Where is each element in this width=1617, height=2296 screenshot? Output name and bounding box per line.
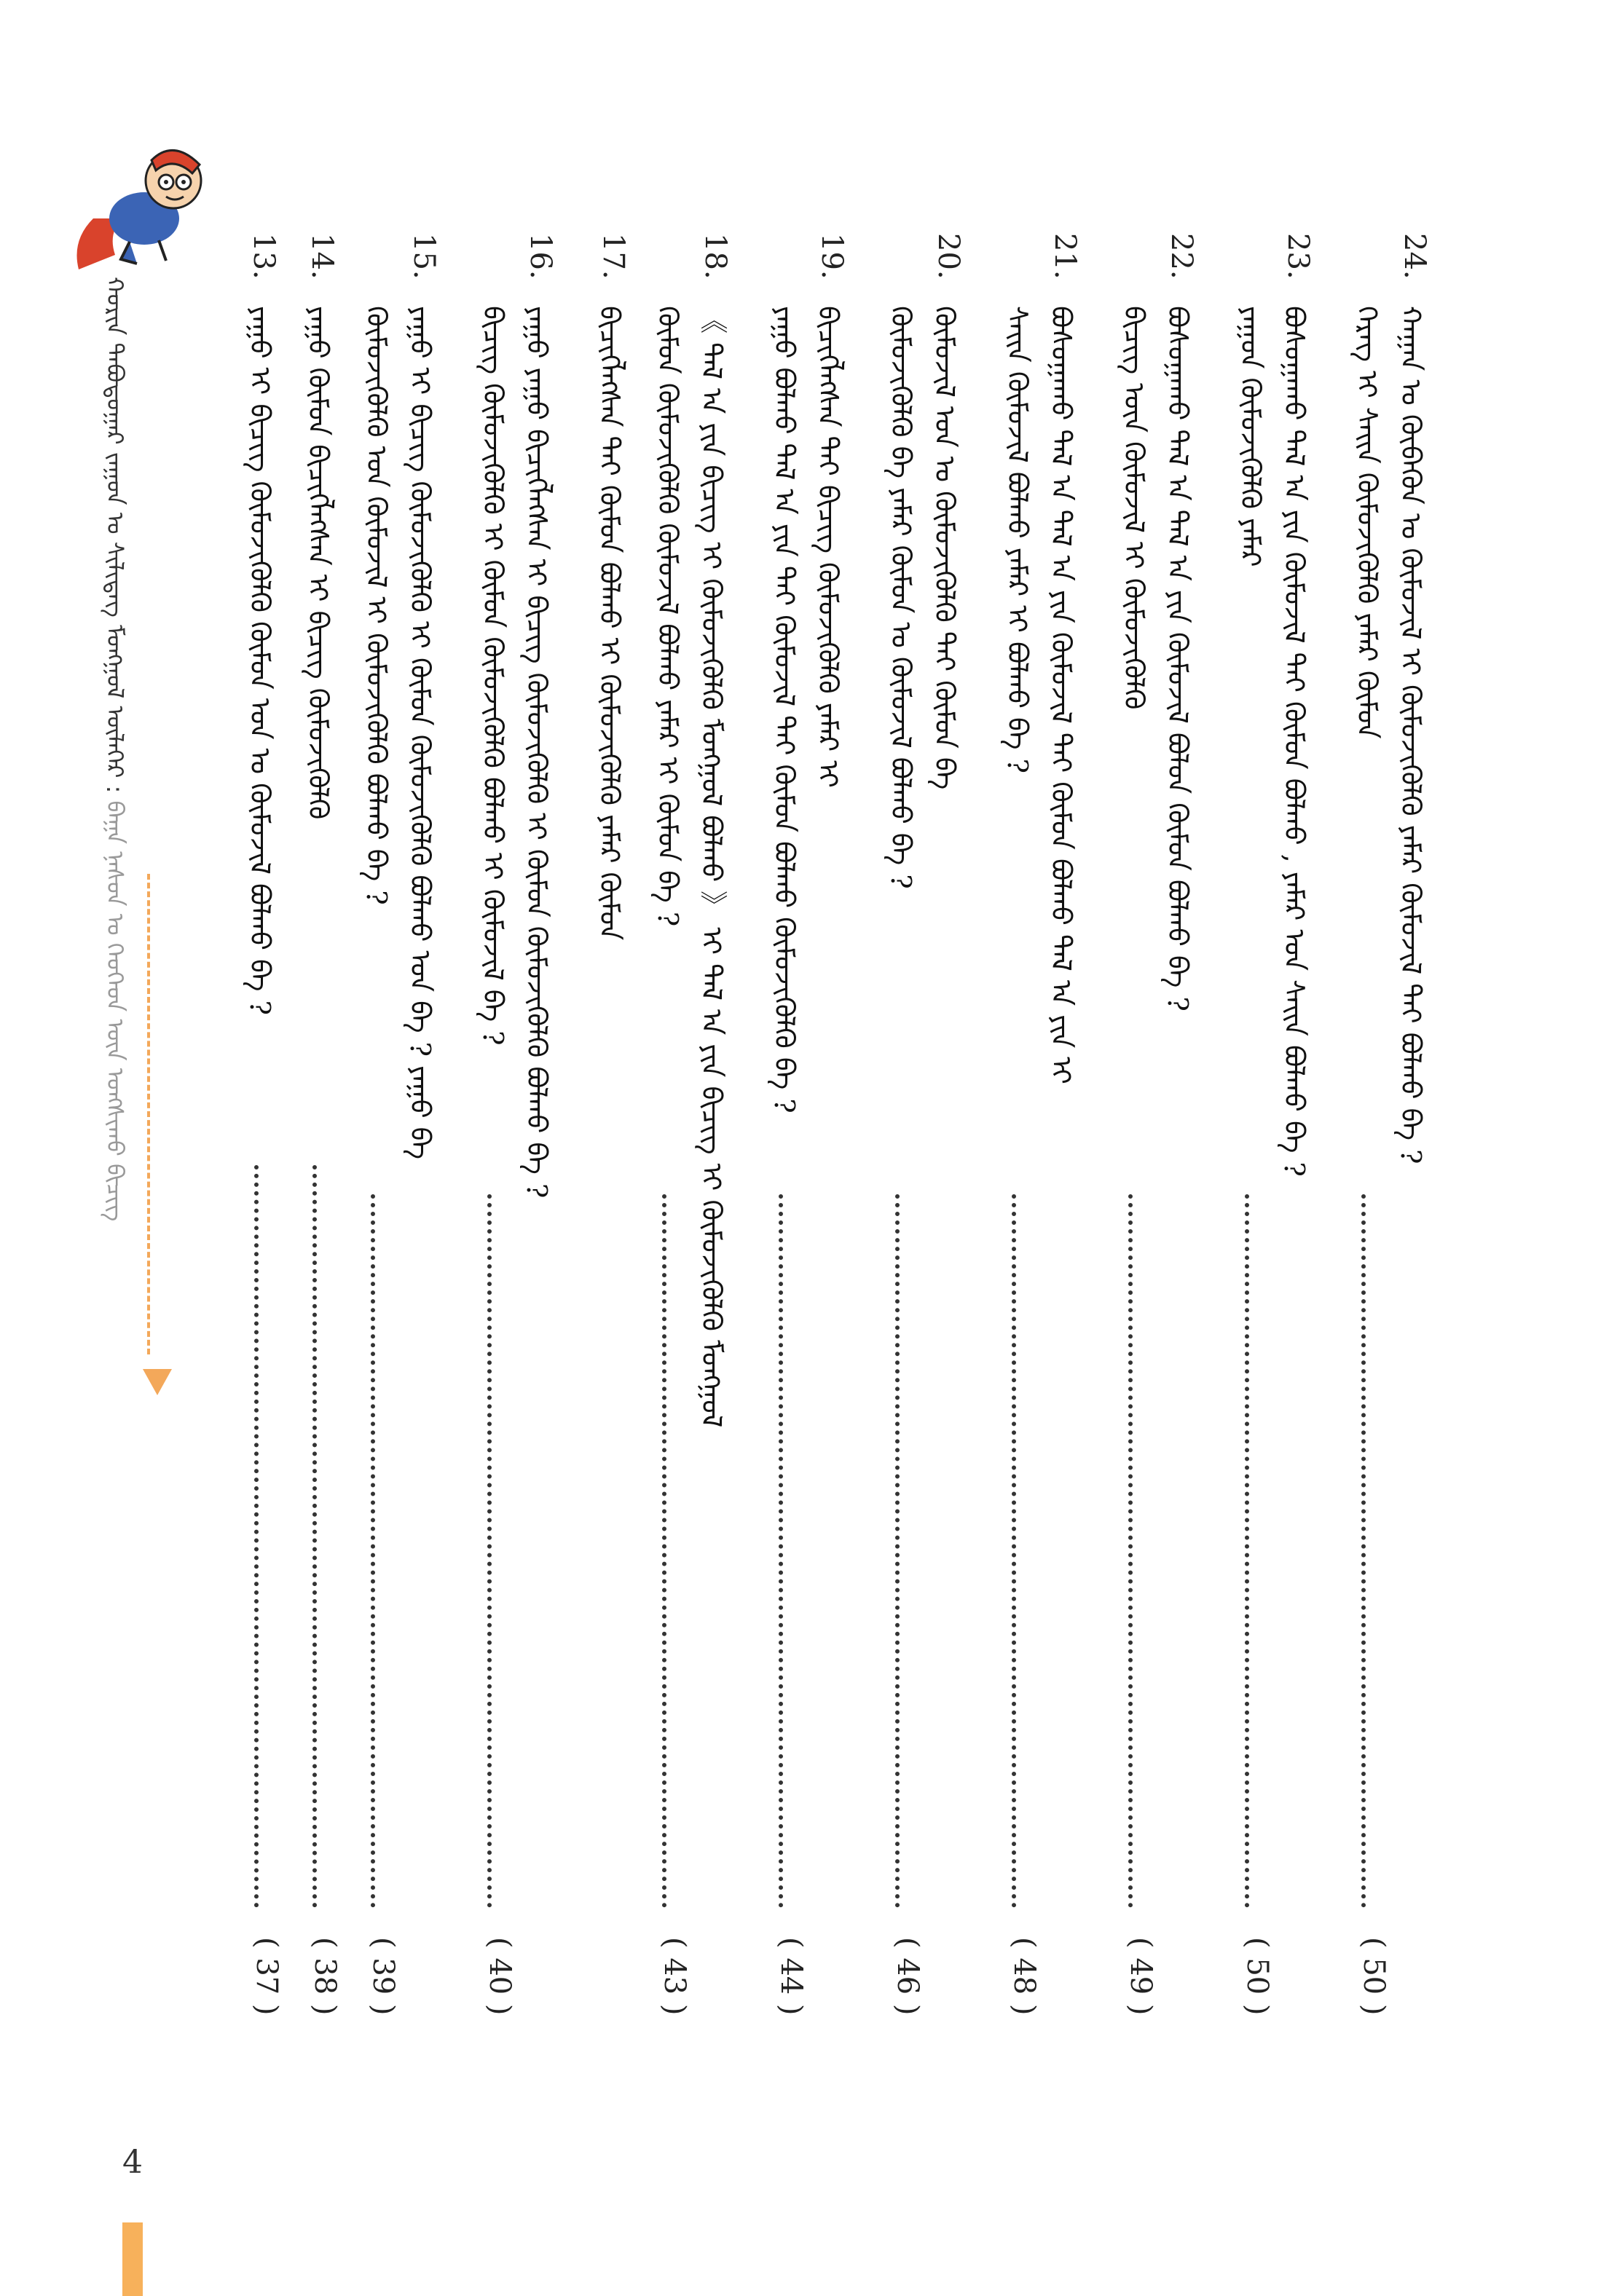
toc-page-reference: ( 44 ) bbox=[774, 1937, 808, 2016]
toc-entry-text: ᠶᠠᠭᠤ ᠶᠠᠭᠤ ᠪᠢᠴᠢᠭᠯᠡᠭᠰᠡᠨ ᠢ ᠪᠢᠴᠢᠭ ᠬᠦᠮᠦᠵᠢᠭᠦᠯᠬᠦ ᠢ ᠬᠦᠮᠦᠨ ᠬᠦᠮᠦᠵᠢᠭᠦᠯᠬᠦ ᠪᠣᠯᠬᠤ ᠪᠡ ? bbox=[521, 306, 553, 1199]
toc-leader-dots bbox=[371, 1194, 375, 1908]
toc-page-reference: ( 38 ) bbox=[308, 1937, 342, 2016]
toc-entry-text: ᠪᠣᠰᠤᠭᠠᠬᠤ ᠲᠠᠯ ᠠ ᠶᠢᠨ ᠬᠦᠮᠦᠵᠢᠯ ᠲᠠᠢ ᠬᠦᠮᠦᠨ ᠪᠣᠯᠬᠤ , ᠶᠠᠮᠠᠷ ᠤᠨ ᠰᠠᠢᠨ ᠪᠣᠯᠬᠤ ᠪᠡ ? bbox=[1278, 306, 1310, 1177]
toc-page-reference: ( 43 ) bbox=[658, 1937, 691, 2016]
toc-entry-text: ᠪᠢᠴᠢᠭᠯᠡᠭᠰᠡᠨ ᠲᠠᠢ ᠬᠦᠮᠦᠨ ᠪᠣᠯᠬᠤ ᠢ ᠬᠦᠮᠦᠵᠢᠭᠦᠯᠬᠦ ᠶᠠᠮᠠᠷ ᠬᠦᠮᠦᠨ bbox=[594, 306, 626, 941]
toc-entry-number: 15. bbox=[407, 233, 441, 280]
running-header-lead: ᠬᠣᠷᠢᠨ ᠲᠠᠪᠤᠳᠤᠭᠠᠷ ᠵᠠᠭᠤᠨ ᠤ ᠰᠢᠯᠢᠳᠡᠭ ᠮᠣᠩᠭᠣᠯ ᠦᠯᠡᠭᠡᠷ : bbox=[101, 277, 129, 794]
toc-entry-text: ᠬᠦᠮᠦᠨ ᠬᠦᠮᠦᠵᠢᠭᠦᠯᠬᠦ ᠬᠦᠮᠦᠵᠢᠯ ᠪᠣᠯᠬᠤ ᠶᠠᠮᠠᠷ ᠢ ᠬᠦᠮᠦᠨ ᠪᠡ ? bbox=[652, 306, 684, 927]
toc-entry-number: 18. bbox=[699, 233, 732, 280]
toc-leader-dots bbox=[895, 1194, 900, 1908]
page-tab-marker bbox=[122, 2222, 143, 2296]
toc-entry-text: ᠪᠢᠴᠢᠭᠯᠡᠭᠰᠡᠨ ᠲᠠᠢ ᠪᠢᠴᠢᠭ ᠬᠦᠮᠦᠵᠢᠭᠦᠯᠬᠦ ᠶᠠᠮᠠᠷ ᠢ bbox=[812, 306, 844, 788]
toc-leader-dots bbox=[1361, 1194, 1366, 1908]
toc-entry-text: ᠬᠦᠮᠦᠵᠢᠭᠦᠯᠬᠦ ᠪᠡ ᠶᠠᠮᠠᠷ ᠬᠦᠮᠦᠨ ᠤ ᠬᠦᠮᠦᠵᠢᠯ ᠪᠣᠯᠬᠤ ᠪᠡ ? bbox=[885, 306, 917, 889]
toc-page-reference: ( 46 ) bbox=[891, 1937, 924, 2016]
toc-entry-number: 17. bbox=[597, 233, 630, 280]
toc-leader-dots bbox=[1012, 1194, 1016, 1908]
toc-entry-number: 19. bbox=[815, 233, 849, 280]
toc-leader-dots bbox=[662, 1194, 666, 1908]
boy-mascot-illustration bbox=[64, 131, 217, 269]
toc-entry-text: ᠬᠦᠮᠦᠵᠢᠭᠦᠯᠬᠦ ᠤᠨ ᠬᠦᠮᠦᠵᠢᠯ ᠢ ᠬᠦᠮᠦᠵᠢᠭᠦᠯᠬᠦ ᠪᠣᠯᠬᠤ ᠪᠡ ? bbox=[361, 306, 393, 905]
toc-entry-number: 22. bbox=[1165, 233, 1198, 280]
running-header bbox=[93, 277, 137, 1223]
toc-entry-text: ᠪᠣᠰᠤᠭᠠᠬᠤ ᠲᠠᠯ ᠠ ᠲᠠᠯ ᠠ ᠶᠢᠨ ᠬᠦᠮᠦᠵᠢᠯ ᠪᠣᠯᠤᠨ ᠬᠦᠮᠦᠨ ᠪᠣᠯᠬᠤ ᠪᠡ ? bbox=[1162, 306, 1194, 1011]
toc-entry-text: ᠶᠠᠭᠤᠨ ᠬᠦᠮᠦᠵᠢᠭᠦᠯᠬᠦ ᠶᠠᠮᠠᠷ bbox=[1235, 306, 1267, 567]
toc-entry-text: ᠬᠡᠷᠡᠭ ᠢ ᠰᠠᠢᠨ ᠬᠦᠮᠦᠵᠢᠭᠦᠯᠬᠦ ᠶᠠᠮᠠᠷ ᠬᠦᠮᠦᠨ bbox=[1351, 306, 1383, 739]
toc-entry-text: ᠶᠠᠭᠤ ᠢ ᠪᠢᠴᠢᠭ ᠬᠦᠮᠦᠵᠢᠭᠦᠯᠬᠦ ᠬᠦᠮᠦᠨ ᠤᠨ ᠤ ᠬᠦᠮᠦᠵᠢᠯ ᠪᠣᠯᠬᠤ ᠪᠡ ? bbox=[244, 306, 276, 1015]
toc-page-reference: ( 50 ) bbox=[1357, 1937, 1390, 2016]
toc-entry-number: 16. bbox=[524, 233, 557, 280]
page-number: 4 bbox=[122, 2144, 143, 2181]
toc-leader-dots bbox=[254, 1165, 259, 1908]
toc-page-reference: ( 37 ) bbox=[250, 1937, 283, 2016]
toc-entry-text: ᠶᠠᠭᠤ ᠬᠦᠮᠦᠨ ᠪᠢᠴᠢᠭᠯᠡᠭᠰᠡᠨ ᠢ ᠪᠢᠴᠢᠭ ᠬᠦᠮᠦᠵᠢᠭᠦᠯᠬᠦ bbox=[302, 306, 334, 820]
running-header-trail: ᠪᠠᠭᠠ ᠨᠠᠰᠤᠨ ᠤ ᠬᠡᠦᠬᠡᠳ ᠦᠨ ᠤᠩᠰᠢᠬᠤ ᠪᠢᠴᠢᠭ bbox=[101, 800, 129, 1222]
toc-leader-dots bbox=[1128, 1194, 1133, 1908]
toc-entry-text: ᠪᠣᠰᠤᠭᠠᠬᠤ ᠲᠠᠯ ᠠ ᠲᠠᠯ ᠠ ᠶᠢᠨ ᠬᠦᠮᠦᠵᠢᠯ ᠲᠠᠢ ᠬᠦᠮᠦᠨ ᠪᠣᠯᠬᠤ ᠲᠠᠯ ᠠ ᠶᠢᠨ ᠢ bbox=[1045, 306, 1077, 1084]
toc-entry-number: 13. bbox=[247, 233, 280, 280]
toc-entry-number: 20. bbox=[932, 233, 965, 280]
toc-entry-text: ᠰᠠᠢᠨ ᠬᠦᠮᠦᠵᠢᠯ ᠪᠣᠯᠬᠤ ᠶᠠᠮᠠᠷ ᠢ ᠪᠣᠯᠬᠤ ᠪᠡ ? bbox=[1002, 306, 1034, 773]
toc-entry-text: ᠬᠦᠮᠦᠵᠢᠯ ᠤᠨ ᠤ ᠬᠦᠮᠦᠵᠢᠭᠦᠯᠬᠦ ᠲᠠᠢ ᠬᠦᠮᠦᠨ ᠪᠡ bbox=[929, 306, 961, 790]
toc-entry-text: ᠶᠠᠭᠤ ᠢ ᠪᠢᠴᠢᠭ ᠬᠦᠮᠦᠵᠢᠭᠦᠯᠬᠦ ᠢ ᠬᠦᠮᠦᠨ ᠬᠦᠮᠦᠵᠢᠭᠦᠯᠬᠦ ᠪᠣᠯᠬᠤ ᠤᠨ ᠪᠡ ? ᠶᠠᠭᠤ ᠪᠡ bbox=[404, 306, 436, 1160]
toc-leader-dots bbox=[487, 1194, 492, 1908]
toc-page-reference: ( 48 ) bbox=[1007, 1937, 1041, 2016]
toc-entry-text: ᠶᠠᠭᠤ ᠪᠣᠯᠬᠤ ᠲᠠᠯ ᠠ ᠶᠢᠨ ᠲᠠᠢ ᠬᠦᠮᠦᠵᠢᠯ ᠲᠠᠢ ᠬᠦᠮᠦᠨ ᠪᠣᠯᠬᠤ ᠬᠦᠮᠦᠵᠢᠭᠦᠯᠬᠦ ᠪᠡ ? bbox=[768, 306, 800, 1113]
toc-entry-text: ᠬᠠᠭᠠᠨ ᠤ ᠬᠦᠪᠡᠭᠦᠨ ᠤ ᠬᠦᠮᠦᠵᠢᠯ ᠢ ᠬᠦᠮᠦᠵᠢᠭᠦᠯᠬᠦ ᠶᠠᠮᠠᠷ ᠬᠦᠮᠦᠵᠢᠯ ᠲᠠᠢ ᠪᠣᠯᠬᠤ ᠪᠡ ? bbox=[1395, 306, 1427, 1164]
toc-page-reference: ( 50 ) bbox=[1240, 1937, 1274, 2016]
dashed-guide-line bbox=[147, 874, 150, 1354]
toc-entry-number: 14. bbox=[305, 233, 339, 280]
toc-entry-text: ᠪᠢᠴᠢᠭ ᠦᠨ ᠬᠦᠮᠦᠵᠢᠯ ᠢ ᠬᠦᠮᠦᠵᠢᠭᠦᠯᠬᠦ bbox=[1118, 306, 1150, 710]
toc-leader-dots bbox=[1245, 1194, 1249, 1908]
toc-entry-text: ᠪᠢᠴᠢᠭ ᠬᠦᠮᠦᠵᠢᠭᠦᠯᠬᠦ ᠢ ᠬᠦᠮᠦᠨ ᠬᠦᠮᠦᠵᠢᠭᠦᠯᠬᠦ ᠪᠣᠯᠬᠤ ᠢ ᠬᠦᠮᠦᠵᠢᠯ ᠪᠡ ? bbox=[477, 306, 509, 1046]
toc-page-reference: ( 49 ) bbox=[1124, 1937, 1157, 2016]
toc-leader-dots bbox=[779, 1194, 783, 1908]
toc-entry-number: 23. bbox=[1281, 233, 1315, 280]
toc-leader-dots bbox=[312, 1165, 317, 1908]
toc-page-reference: ( 40 ) bbox=[483, 1937, 516, 2016]
orange-arrow-marker bbox=[143, 1369, 172, 1395]
toc-page-reference: ( 39 ) bbox=[366, 1937, 400, 2016]
toc-entry-number: 24. bbox=[1398, 233, 1431, 280]
toc-entry-text: 《 ᠲᠠᠯ ᠠ ᠶᠢᠨ ᠪᠢᠴᠢᠭ ᠢ ᠬᠦᠮᠦᠵᠢᠭᠦᠯᠬᠦ ᠮᠣᠩᠭᠣᠯ ᠪᠣᠯᠬᠤ 》 ᠢ ᠲᠠᠯ ᠠ ᠶᠢᠨ ᠪᠢᠴᠢᠭ ᠢ ᠬᠦᠮᠦᠵᠢᠭᠦᠯᠬᠦ ᠮᠣᠩᠭᠣᠯ bbox=[696, 306, 728, 1428]
toc-entry-number: 21. bbox=[1048, 233, 1082, 280]
